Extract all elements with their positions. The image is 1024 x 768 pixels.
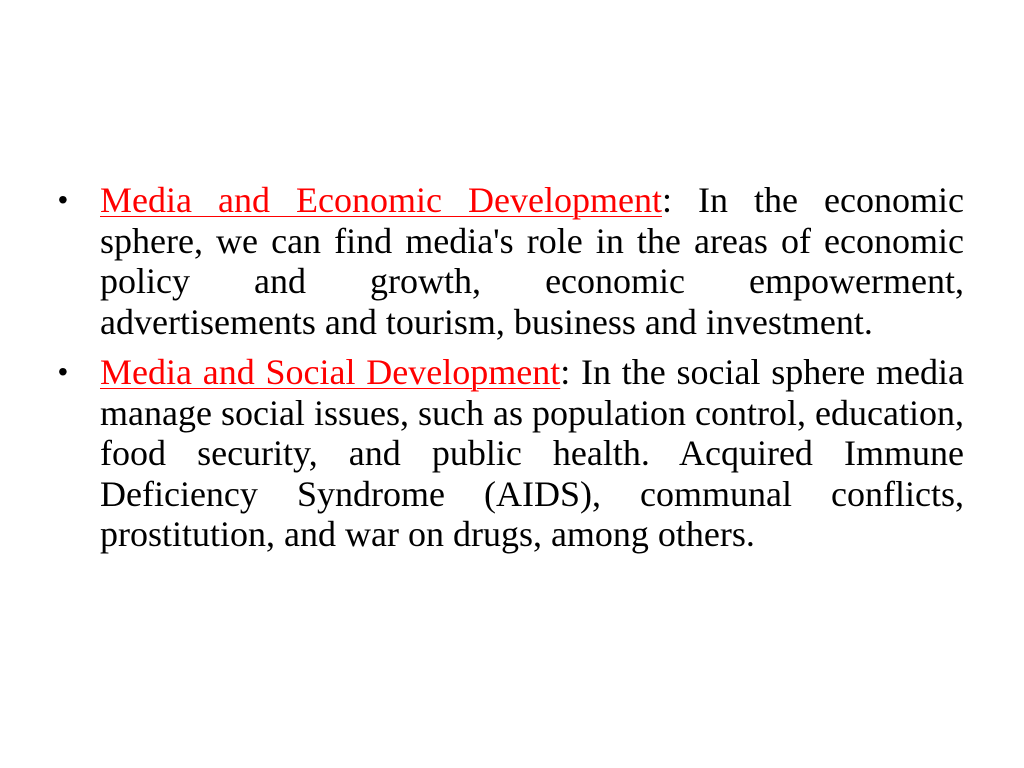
term-separator: : [560, 352, 571, 392]
term-social-development: Media and Social Development [100, 352, 561, 392]
bullet-text-economic-development: In the economic sphere, we can find media's role in the areas of economic policy and growth, economic empowerment, advertisements and tourism, business and investment. [100, 180, 964, 342]
bullet-item-economic-development [58, 180, 964, 342]
bullet-text-social-development: In the social sphere media manage social issues, such as population control, education, food security, and public health. Acquired Immune Deficiency Syndrome (AIDS), communal conflicts, prostitution, and war on drugs, among others. [100, 352, 964, 554]
bullet-icon: • [58, 356, 68, 387]
term-separator: : [661, 180, 672, 220]
bullet-list [58, 180, 964, 565]
bullet-item-social-development [58, 352, 964, 555]
bullet-body [100, 180, 964, 342]
term-economic-development: Media and Economic Development [100, 180, 662, 220]
bullet-icon: • [58, 184, 68, 215]
bullet-body [100, 352, 964, 554]
